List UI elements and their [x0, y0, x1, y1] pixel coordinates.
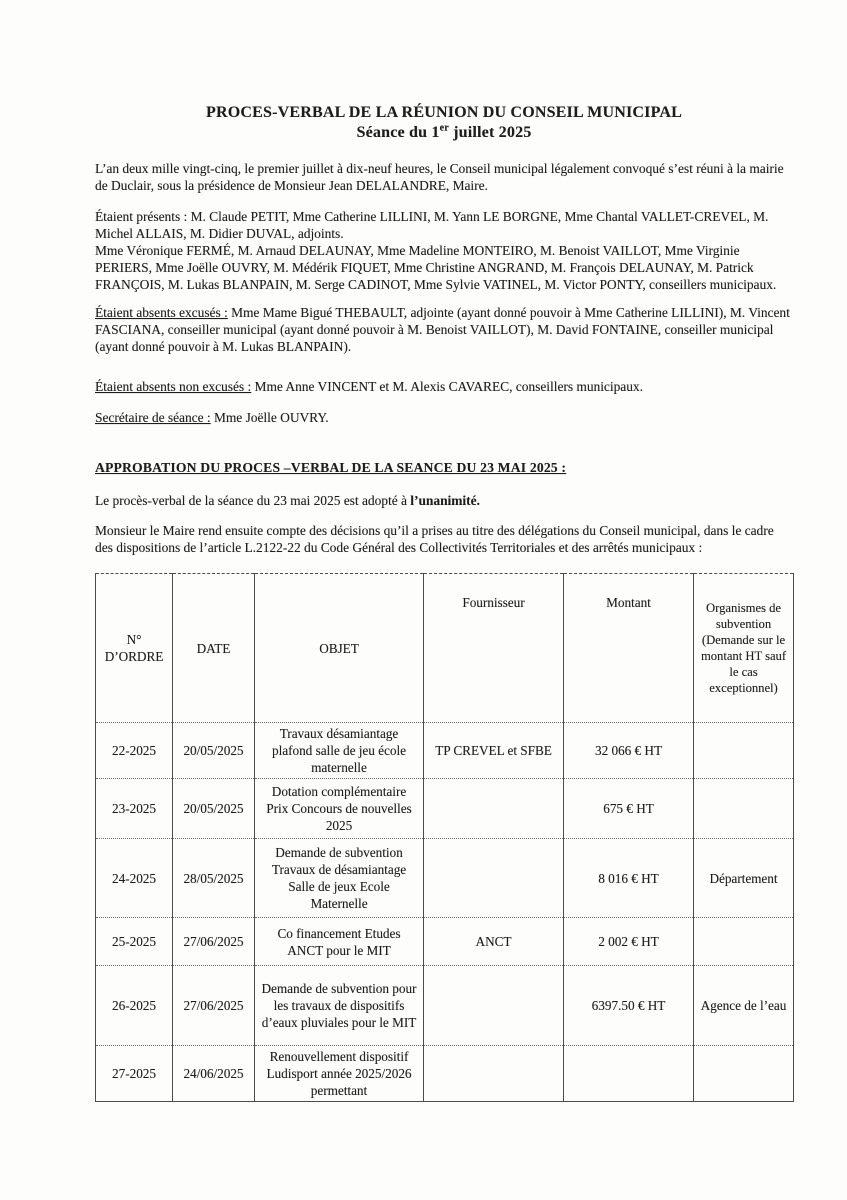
result-unanimite: l’unanimité.	[410, 493, 480, 508]
delegations-paragraph	[95, 522, 793, 556]
attendance-excused-paragraph	[95, 304, 793, 355]
column-header-date: DATE	[173, 574, 255, 723]
cell-montant: 2 002 € HT	[564, 918, 694, 966]
decision-row	[96, 1046, 794, 1102]
secretary-paragraph	[95, 409, 793, 426]
cell-date: 27/06/2025	[173, 966, 255, 1046]
cell-fournisseur	[424, 779, 564, 839]
cell-fournisseur	[424, 839, 564, 918]
cell-order-number: 27-2025	[96, 1046, 173, 1102]
delegations-text: Monsieur le Maire rend ensuite compte des décisions qu’il a prises au titre des délégations du Conseil municipal, dans le cadre des dispositions de l’article L.2122-22 du Code Général des Collectivités Territoriales et des arrêtés municipaux :	[95, 523, 774, 555]
cell-objet: Dotation complémentaire Prix Concours de nouvelles 2025	[255, 779, 424, 839]
cell-organisme: Agence de l’eau	[694, 966, 794, 1046]
cell-date: 24/06/2025	[173, 1046, 255, 1102]
decision-row	[96, 918, 794, 966]
decision-row	[96, 839, 794, 918]
secretary-text: Mme Joëlle OUVRY.	[210, 410, 329, 425]
unexcused-text: Mme Anne VINCENT et M. Alexis CAVAREC, conseillers municipaux.	[251, 379, 643, 394]
cell-montant: 8 016 € HT	[564, 839, 694, 918]
column-header-num: N° D’ORDRE	[96, 574, 173, 723]
document-title-line1: PROCES-VERBAL DE LA RÉUNION DU CONSEIL MUNICIPAL	[205, 104, 683, 121]
result-text: Le procès-verbal de la séance du 23 mai 2025 est adopté à	[95, 493, 411, 508]
present-label: Étaient présents :	[95, 209, 188, 224]
cell-organisme	[694, 918, 794, 966]
cell-order-number: 25-2025	[96, 918, 173, 966]
cell-objet: Demande de subvention Travaux de désamiantage Salle de jeux Ecole Maternelle	[255, 839, 424, 918]
decision-row	[96, 779, 794, 839]
cell-date: 27/06/2025	[173, 918, 255, 966]
cell-date: 20/05/2025	[173, 779, 255, 839]
secretary-label: Secrétaire de séance :	[95, 410, 211, 425]
column-header-organisme: Organismes de subvention (Demande sur le montant HT sauf le cas exceptionnel)	[694, 574, 794, 723]
attendance-present-paragraph	[95, 208, 793, 293]
cell-fournisseur	[424, 1046, 564, 1102]
cell-objet: Co financement Etudes ANCT pour le MIT	[255, 918, 424, 966]
column-header-objet: OBJET	[255, 574, 424, 723]
cell-organisme	[694, 779, 794, 839]
unexcused-label: Étaient absents non excusés :	[95, 379, 252, 394]
cell-order-number: 22-2025	[96, 723, 173, 779]
opening-paragraph	[95, 160, 793, 194]
present-adjoints-text: M. Claude PETIT, Mme Catherine LILLINI, M. Yann LE BORGNE, Mme Chantal VALLET-CREVEL, M. Michel ALLAIS, M. Didier DUVAL, adjoints.	[95, 209, 769, 241]
document-subtitle	[357, 124, 532, 141]
cell-organisme: Département	[694, 839, 794, 918]
cell-fournisseur: TP CREVEL et SFBE	[424, 723, 564, 779]
cell-organisme	[694, 1046, 794, 1102]
cell-fournisseur: ANCT	[424, 918, 564, 966]
cell-montant	[564, 1046, 694, 1102]
document-content	[95, 0, 793, 1102]
cell-date: 28/05/2025	[173, 839, 255, 918]
approbation-result-paragraph	[95, 492, 793, 509]
cell-order-number: 23-2025	[96, 779, 173, 839]
approbation-heading: APPROBATION DU PROCES –VERBAL DE LA SEANCE DU 23 MAI 2025 :	[95, 460, 567, 475]
cell-objet: Demande de subvention pour les travaux de dispositifs d’eaux pluviales pour le MIT	[255, 966, 424, 1046]
decisions-table-header	[96, 574, 794, 723]
cell-objet: Travaux désamiantage plafond salle de jeu école maternelle	[255, 723, 424, 779]
column-header-fournisseur: Fournisseur	[424, 574, 564, 723]
cell-montant: 32 066 € HT	[564, 723, 694, 779]
cell-order-number: 26-2025	[96, 966, 173, 1046]
cell-objet: Renouvellement dispositif Ludisport année 2025/2026 permettant	[255, 1046, 424, 1102]
cell-organisme	[694, 723, 794, 779]
cell-fournisseur	[424, 966, 564, 1046]
cell-date: 20/05/2025	[173, 723, 255, 779]
subtitle-suffix: juillet 2025	[448, 124, 532, 141]
attendance-unexcused-paragraph	[95, 378, 793, 395]
decision-row	[96, 723, 794, 779]
document-title	[95, 103, 793, 143]
cell-montant: 6397.50 € HT	[564, 966, 694, 1046]
decisions-table	[95, 573, 794, 1102]
column-header-montant: Montant	[564, 574, 694, 723]
excused-label: Étaient absents excusés :	[95, 305, 228, 320]
present-conseillers-text: Mme Véronique FERMÉ, M. Arnaud DELAUNAY, Mme Madeline MONTEIRO, M. Benoist VAILLOT, Mme Virginie PERIERS, Mme Joëlle OUVRY, M. Médérik FIQUET, Mme Christine ANGRAND, M. François DELAUNAY, M. Patrick FRANÇOIS, M. Lukas BLANPAIN, M. Serge CADINOT, Mme Sylvie VATINEL, M. Victor PONTY, conseillers municipaux.	[95, 243, 777, 292]
excused-text: Mme Mame Bigué THEBAULT, adjointe (ayant donné pouvoir à Mme Catherine LILLINI), M. Vincent FASCIANA, conseiller municipal (ayant donné pouvoir à M. Benoist VAILLOT), M. David FONTAINE, conseiller municipal (ayant donné pouvoir à M. Lukas BLANPAIN).	[95, 305, 790, 354]
cell-montant: 675 € HT	[564, 779, 694, 839]
decision-row	[96, 966, 794, 1046]
decisions-table-body	[96, 723, 794, 1102]
subtitle-ordinal: er	[439, 122, 449, 134]
cell-order-number: 24-2025	[96, 839, 173, 918]
subtitle-prefix: Séance du 1	[356, 124, 440, 141]
opening-text: L’an deux mille vingt-cinq, le premier juillet à dix-neuf heures, le Conseil municipal légalement convoqué s’est réuni à la mairie de Duclair, sous la présidence de Monsieur Jean DELALANDRE, Maire.	[95, 161, 784, 193]
